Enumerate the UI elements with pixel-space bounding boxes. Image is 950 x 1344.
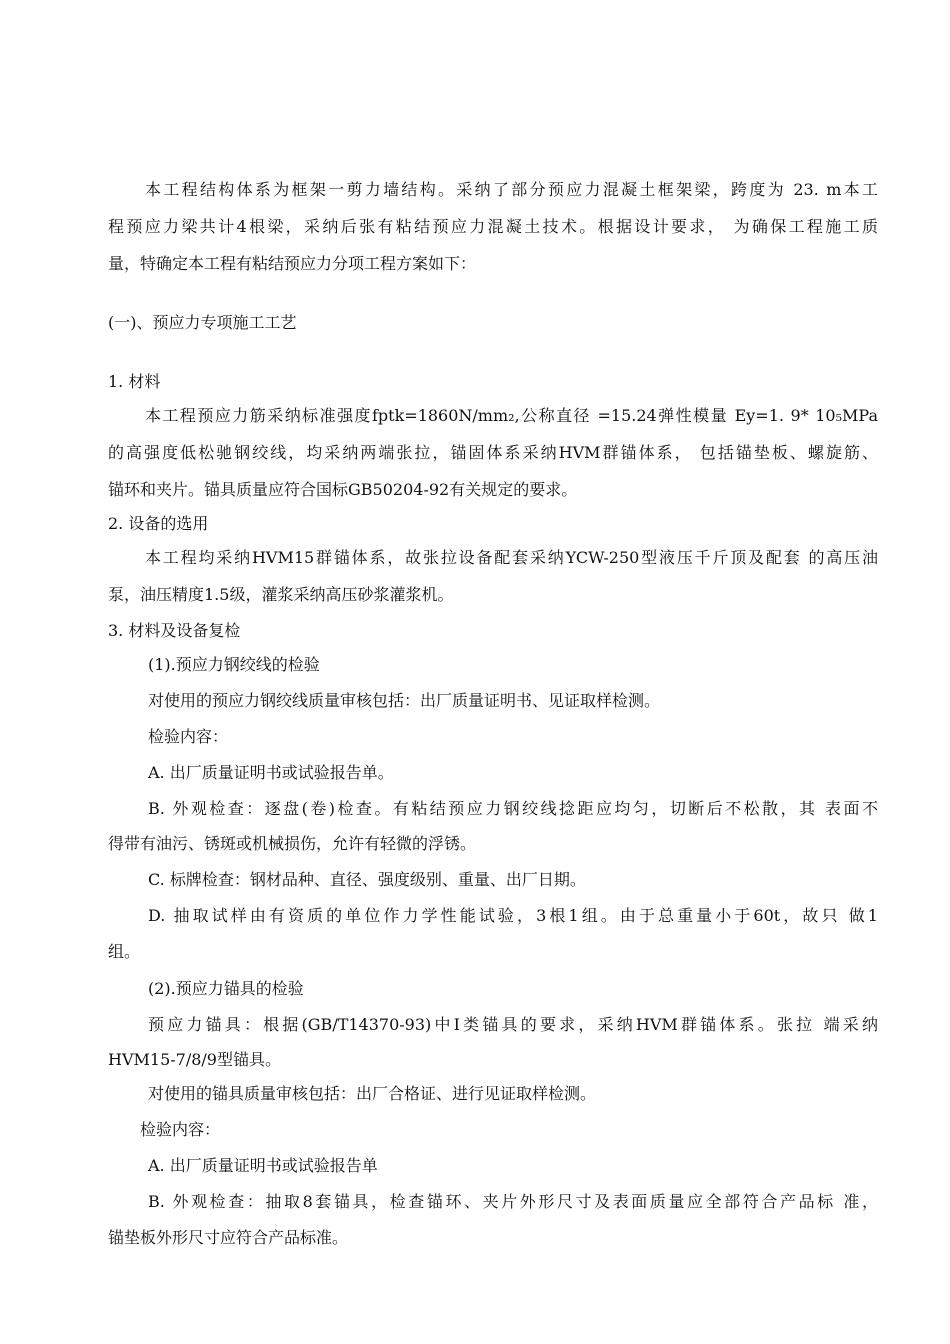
intro-paragraph-line: 本工程结构体系为框架一剪力墙结构。采纳了部分预应力混凝土框架梁，跨度为 23. m本工	[145, 180, 878, 199]
materials-heading: 1. 材料	[108, 372, 161, 391]
intro-paragraph-line: 量，特确定本工程有粘结预应力分项工程方案如下：	[108, 254, 477, 273]
strand-item-d-continued: 组。	[108, 942, 141, 961]
equipment-paragraph-line: 本工程均采纳HVM15群锚体系，故张拉设备配套采纳YCW-250型液压千斤顶及配套 的高压油	[145, 548, 878, 567]
strand-item-a: A. 出厂质量证明书或试验报告单。	[148, 763, 394, 782]
strand-content-label: 检验内容：	[148, 727, 229, 746]
strand-item-b-continued: 得带有油污、锈斑或机械损伤，允许有轻微的浮锈。	[108, 834, 477, 853]
anchor-content-label: 检验内容：	[140, 1120, 221, 1139]
equipment-heading: 2. 设备的选用	[108, 514, 209, 533]
section-title: (一)、预应力专项施工工艺	[108, 313, 297, 332]
anchor-item-a: A. 出厂质量证明书或试验报告单	[148, 1156, 378, 1175]
strand-review-text: 对使用的预应力钢绞线质量审核包括：出厂质量证明书、见证取样检测。	[148, 691, 661, 710]
strand-check-title: (1).预应力钢绞线的检验	[148, 655, 320, 674]
strand-item-b: B. 外观检查：逐盘(卷)检查。有粘结预应力钢绞线捻距应均匀，切断后不松散，其 表面不	[148, 799, 878, 818]
anchor-check-title: (2).预应力锚具的检验	[148, 979, 304, 998]
strand-item-c: C. 标牌检查：钢材品种、直径、强度级别、重量、出厂日期。	[148, 870, 586, 889]
materials-paragraph-line: 锚环和夹片。锚具质量应符合国标GB50204-92有关规定的要求。	[108, 480, 578, 499]
recheck-heading: 3. 材料及设备复检	[108, 621, 241, 640]
anchor-review-text: 对使用的锚具质量审核包括：出厂合格证、进行见证取样检测。	[148, 1084, 597, 1103]
anchor-spec-text: 预应力锚具：根据(GB/T14370-93)中Ⅰ类锚具的要求，采纳HVM群锚体系。张拉 端采纳	[148, 1015, 878, 1034]
strand-item-d: D. 抽取试样由有资质的单位作力学性能试验，3根1组。由于总重量小于60t，故只 做1	[148, 906, 878, 925]
materials-paragraph-line: 的高强度低松驰钢绞线，均采纳两端张拉，锚固体系采纳HVM群锚体系， 包括锚垫板、螺旋筋、	[108, 443, 878, 462]
materials-paragraph-line: 本工程预应力筋采纳标准强度fptk=1860N/mm₂,公称直径 =15.24弹性模量 Ey=1. 9* 10₅MPa	[145, 406, 878, 425]
anchor-spec-continued: HVM15-7/8/9型锚具。	[108, 1050, 281, 1069]
intro-paragraph-line: 程预应力梁共计4根梁，采纳后张有粘结预应力混凝土技术。根据设计要求， 为确保工程施工质	[108, 217, 878, 236]
equipment-paragraph-line: 泵，油压精度1.5级，灌浆采纳高压砂浆灌浆机。	[108, 585, 454, 604]
anchor-item-b-continued: 锚垫板外形尺寸应符合产品标准。	[108, 1228, 349, 1247]
anchor-item-b: B. 外观检查：抽取8套锚具，检查锚环、夹片外形尺寸及表面质量应全部符合产品标 准，	[148, 1192, 878, 1211]
